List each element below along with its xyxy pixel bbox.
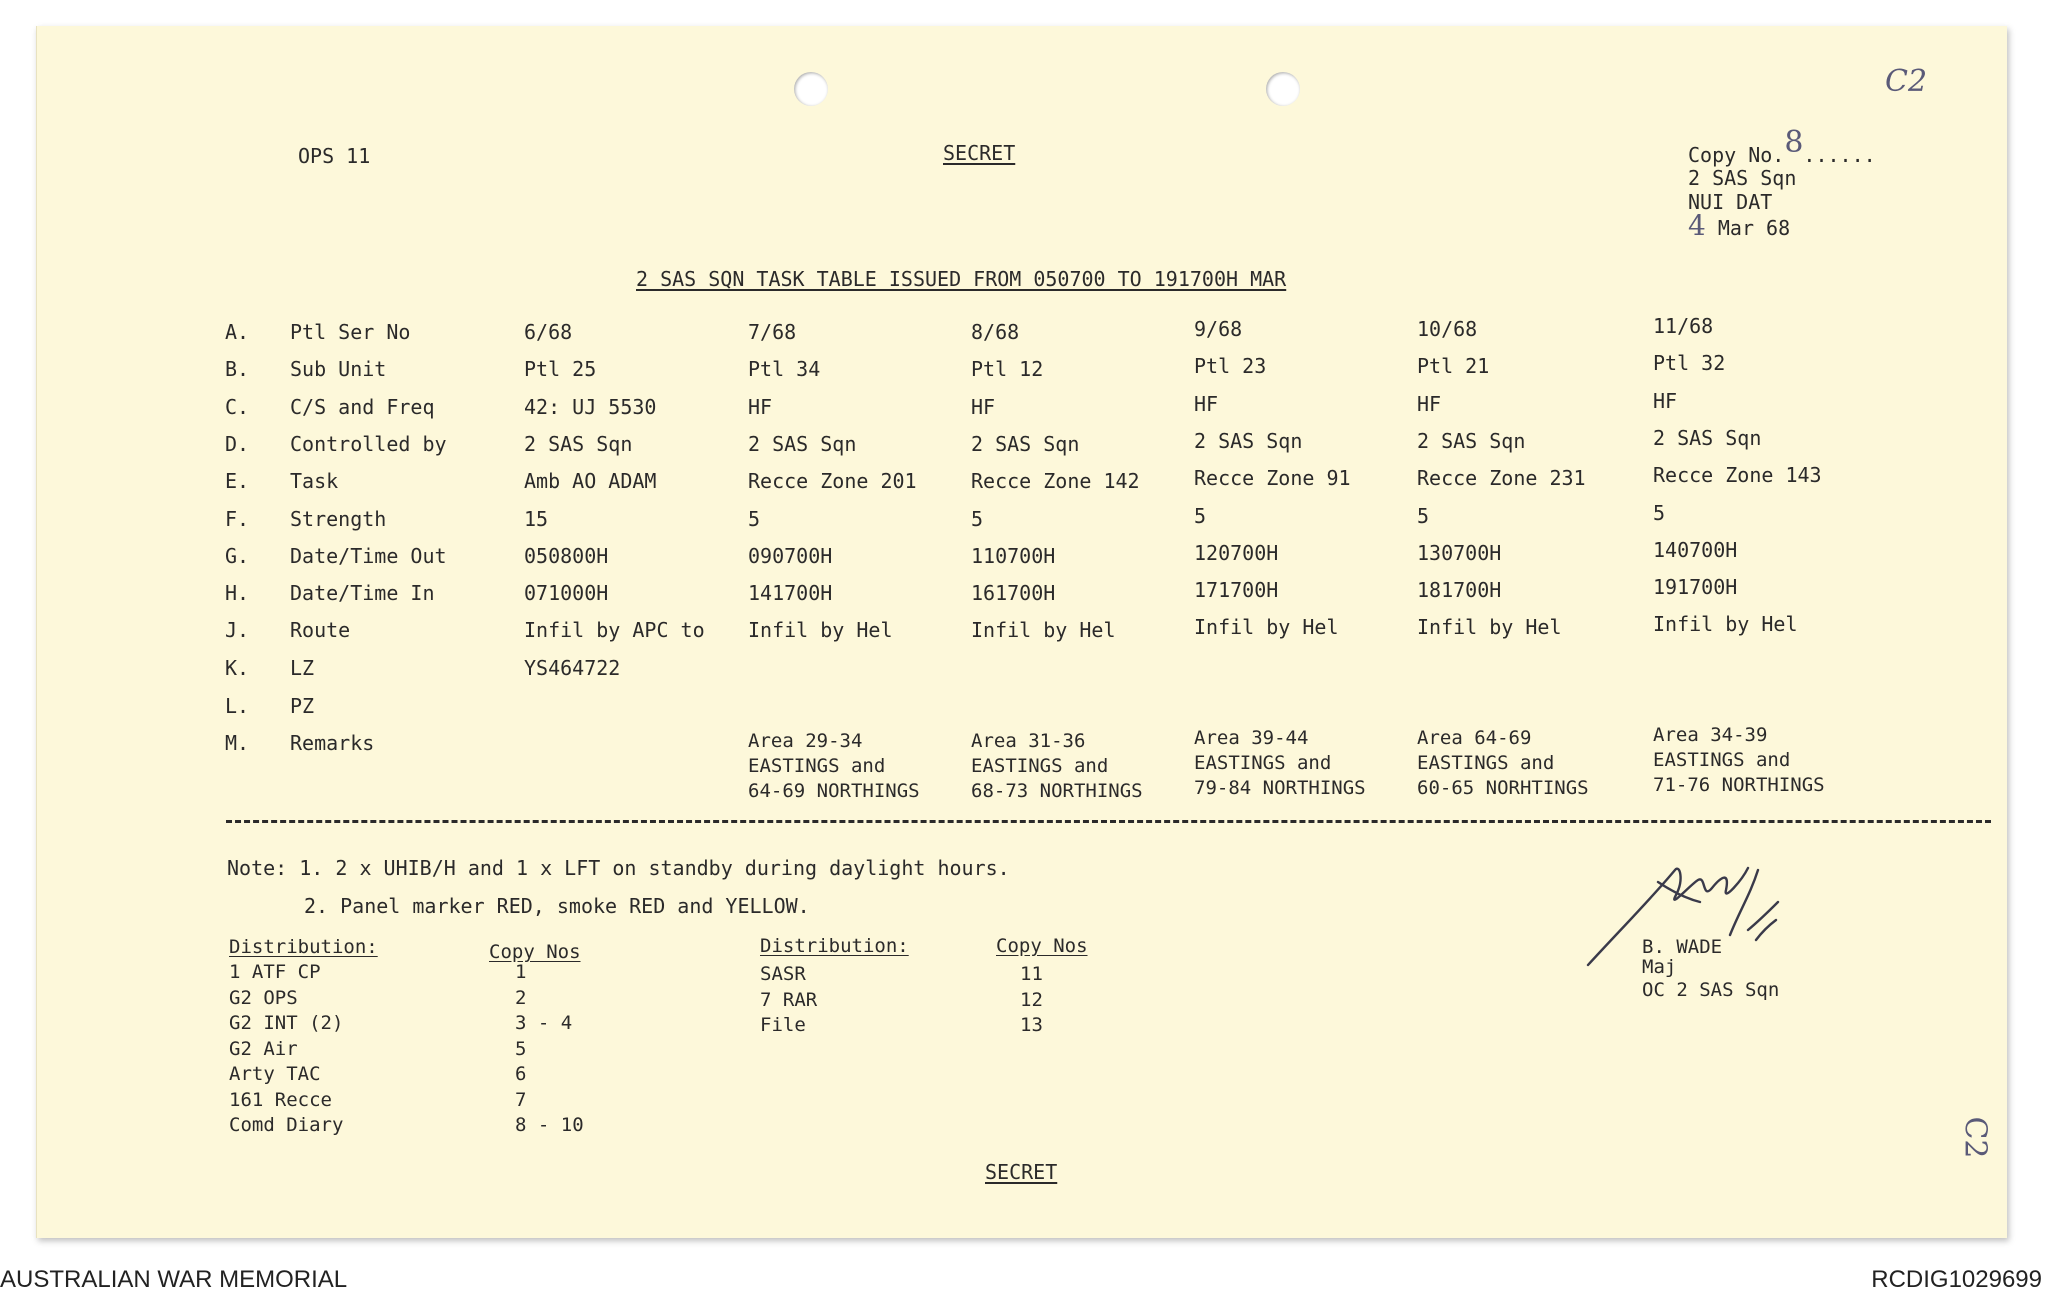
classification-bottom: SECRET [985, 1160, 1058, 1184]
distribution-copy-number: 12 [1020, 988, 1043, 1011]
document-title: 2 SAS SQN TASK TABLE ISSUED FROM 050700 TO 191700H MAR [636, 267, 1287, 291]
cell-out: 140700H [1653, 538, 1738, 562]
cell-ser: 8/68 [971, 320, 1020, 344]
row-label: Remarks [290, 731, 375, 755]
row-label: Task [290, 469, 339, 493]
cell-sub: Ptl 34 [748, 357, 821, 381]
cell-remarks-line: Area 34-39 [1653, 724, 1768, 746]
copy-nos-heading-left: Copy Nos [489, 941, 581, 963]
classification-top: SECRET [943, 141, 1016, 165]
row-label: LZ [290, 656, 315, 680]
cell-str: 5 [1653, 501, 1666, 525]
cell-in: 071000H [524, 581, 609, 605]
cell-task: Recce Zone 231 [1417, 466, 1586, 490]
distribution-copy-number: 6 [515, 1063, 527, 1085]
dashed-divider [226, 820, 1991, 823]
cell-cs: HF [971, 395, 996, 419]
cell-ctrl: 2 SAS Sqn [524, 432, 633, 456]
row-letter: E. [225, 469, 250, 493]
cell-remarks-line: Area 31-36 [971, 730, 1086, 752]
distribution-heading-left: Distribution: [229, 936, 378, 958]
cell-sub: Ptl 12 [971, 357, 1044, 381]
cell-sub: Ptl 21 [1417, 354, 1490, 378]
cell-in: 191700H [1653, 575, 1738, 599]
cell-remarks-line: 71-76 NORTHINGS [1653, 774, 1825, 796]
row-letter: H. [225, 581, 250, 605]
punch-hole-right [1266, 72, 1300, 106]
cell-route: Infil by APC to [524, 618, 705, 642]
distribution-copy-number: 8 - 10 [515, 1114, 584, 1136]
cell-ser: 10/68 [1417, 317, 1478, 341]
row-letter: K. [225, 656, 250, 680]
row-label: Date/Time In [290, 581, 435, 605]
cell-remarks-line: Area 64-69 [1417, 727, 1532, 749]
row-label: Controlled by [290, 432, 447, 456]
date-day-handwritten: 4 [1688, 209, 1706, 242]
signatory-appointment: OC 2 SAS Sqn [1642, 979, 1780, 1001]
distribution-recipient: Arty TAC [229, 1063, 321, 1085]
distribution-copy-number: 7 [515, 1088, 527, 1111]
cell-ser: 6/68 [524, 320, 573, 344]
row-label: PZ [290, 694, 315, 718]
cell-ctrl: 2 SAS Sqn [748, 432, 857, 456]
distribution-copy-number: 1 [515, 961, 527, 983]
cell-remarks-line: 68-73 NORTHINGS [971, 780, 1143, 802]
cell-out: 110700H [971, 544, 1056, 568]
cell-sub: Ptl 25 [524, 357, 597, 381]
distribution-copy-number: 11 [1020, 963, 1043, 985]
ops-reference: OPS 11 [298, 144, 371, 168]
distribution-recipient: SASR [760, 963, 806, 985]
cell-lz: YS464722 [524, 656, 621, 680]
issue-date: 4 Mar 68 [1688, 209, 1791, 242]
distribution-heading-right: Distribution: [760, 935, 909, 957]
row-letter: M. [225, 731, 250, 755]
cell-ser: 9/68 [1194, 317, 1243, 341]
cell-task: Recce Zone 142 [971, 469, 1140, 493]
cell-remarks-line: 60-65 NORHTINGS [1417, 777, 1589, 799]
cell-ctrl: 2 SAS Sqn [1417, 429, 1526, 453]
cell-route: Infil by Hel [1417, 615, 1562, 639]
cell-in: 171700H [1194, 578, 1279, 602]
cell-cs: HF [1653, 389, 1678, 413]
row-letter: D. [225, 432, 250, 456]
cell-out: 050800H [524, 544, 609, 568]
cell-remarks-line: 79-84 NORTHINGS [1194, 777, 1366, 799]
signatory-name: B. WADE [1642, 936, 1723, 958]
row-letter: B. [225, 357, 250, 381]
distribution-recipient: 161 Recce [229, 1088, 332, 1111]
distribution-copy-number: 2 [515, 986, 527, 1009]
copy-number-handwritten: 8 [1784, 125, 1804, 160]
distribution-copy-number: 3 - 4 [515, 1012, 573, 1034]
cell-ser: 11/68 [1653, 314, 1714, 338]
cell-str: 15 [524, 507, 549, 531]
cell-route: Infil by Hel [1653, 612, 1798, 636]
row-label: Sub Unit [290, 357, 387, 381]
cell-remarks-line: EASTINGS and [1653, 749, 1791, 771]
cell-remarks-line: Area 29-34 [748, 730, 863, 752]
cell-in: 161700H [971, 581, 1056, 605]
cell-out: 120700H [1194, 541, 1279, 565]
note-1: Note: 1. 2 x UHIB/H and 1 x LFT on standby during daylight hours. [227, 856, 1010, 880]
issuing-location: NUI DAT [1688, 190, 1773, 214]
row-letter: L. [225, 694, 250, 718]
cell-task: Recce Zone 201 [748, 469, 917, 493]
cell-in: 141700H [748, 581, 833, 605]
row-letter: F. [225, 507, 250, 531]
cell-out: 130700H [1417, 541, 1502, 565]
cell-out: 090700H [748, 544, 833, 568]
footer-institution: AUSTRALIAN WAR MEMORIAL [0, 1266, 348, 1293]
distribution-recipient: G2 OPS [229, 986, 298, 1009]
row-label: Route [290, 618, 351, 642]
cell-in: 181700H [1417, 578, 1502, 602]
footer-catalogue-id: RCDIG1029699 [1871, 1266, 2042, 1293]
signatory-rank: Maj [1642, 956, 1677, 978]
distribution-recipient: G2 INT (2) [229, 1012, 344, 1034]
row-label: Date/Time Out [290, 544, 447, 568]
cell-cs: HF [748, 395, 773, 419]
row-label: Ptl Ser No [290, 320, 411, 344]
copy-nos-heading-right: Copy Nos [996, 935, 1088, 957]
cell-remarks-line: 64-69 NORTHINGS [748, 780, 920, 802]
cell-remarks-line: EASTINGS and [1417, 752, 1555, 774]
margin-reference-side: C2 [1957, 1116, 1993, 1159]
cell-ser: 7/68 [748, 320, 797, 344]
cell-route: Infil by Hel [1194, 615, 1339, 639]
row-label: C/S and Freq [290, 395, 435, 419]
cell-str: 5 [971, 507, 984, 531]
cell-str: 5 [1417, 504, 1430, 528]
distribution-recipient: 1 ATF CP [229, 961, 321, 983]
cell-ctrl: 2 SAS Sqn [1653, 426, 1762, 450]
cell-task: Amb AO ADAM [524, 469, 657, 493]
row-letter: A. [225, 320, 250, 344]
copy-number: Copy No.8...... [1688, 125, 1876, 167]
distribution-copy-number: 5 [515, 1037, 527, 1060]
issuing-unit: 2 SAS Sqn [1688, 166, 1797, 190]
margin-reference-top: C2 [1885, 64, 1928, 99]
cell-route: Infil by Hel [748, 618, 893, 642]
cell-cs: HF [1417, 392, 1442, 416]
row-letter: C. [225, 395, 250, 419]
cell-task: Recce Zone 143 [1653, 463, 1822, 487]
cell-ctrl: 2 SAS Sqn [971, 432, 1080, 456]
cell-route: Infil by Hel [971, 618, 1116, 642]
note-2: 2. Panel marker RED, smoke RED and YELLOW. [304, 894, 810, 918]
cell-str: 5 [1194, 504, 1207, 528]
cell-sub: Ptl 23 [1194, 354, 1267, 378]
row-letter: G. [225, 544, 250, 568]
cell-cs: HF [1194, 392, 1219, 416]
distribution-recipient: Comd Diary [229, 1114, 344, 1136]
row-letter: J. [225, 618, 250, 642]
cell-remarks-line: EASTINGS and [971, 755, 1109, 777]
cell-remarks-line: EASTINGS and [748, 755, 886, 777]
cell-str: 5 [748, 507, 761, 531]
cell-task: Recce Zone 91 [1194, 466, 1351, 490]
distribution-copy-number: 13 [1020, 1014, 1043, 1036]
distribution-recipient: G2 Air [229, 1037, 298, 1060]
cell-remarks-line: Area 39-44 [1194, 727, 1309, 749]
cell-remarks-line: EASTINGS and [1194, 752, 1332, 774]
punch-hole-left [794, 72, 828, 106]
distribution-recipient: 7 RAR [760, 988, 818, 1011]
cell-sub: Ptl 32 [1653, 351, 1726, 375]
row-label: Strength [290, 507, 387, 531]
distribution-recipient: File [760, 1014, 806, 1036]
cell-cs: 42: UJ 5530 [524, 395, 657, 419]
cell-ctrl: 2 SAS Sqn [1194, 429, 1303, 453]
